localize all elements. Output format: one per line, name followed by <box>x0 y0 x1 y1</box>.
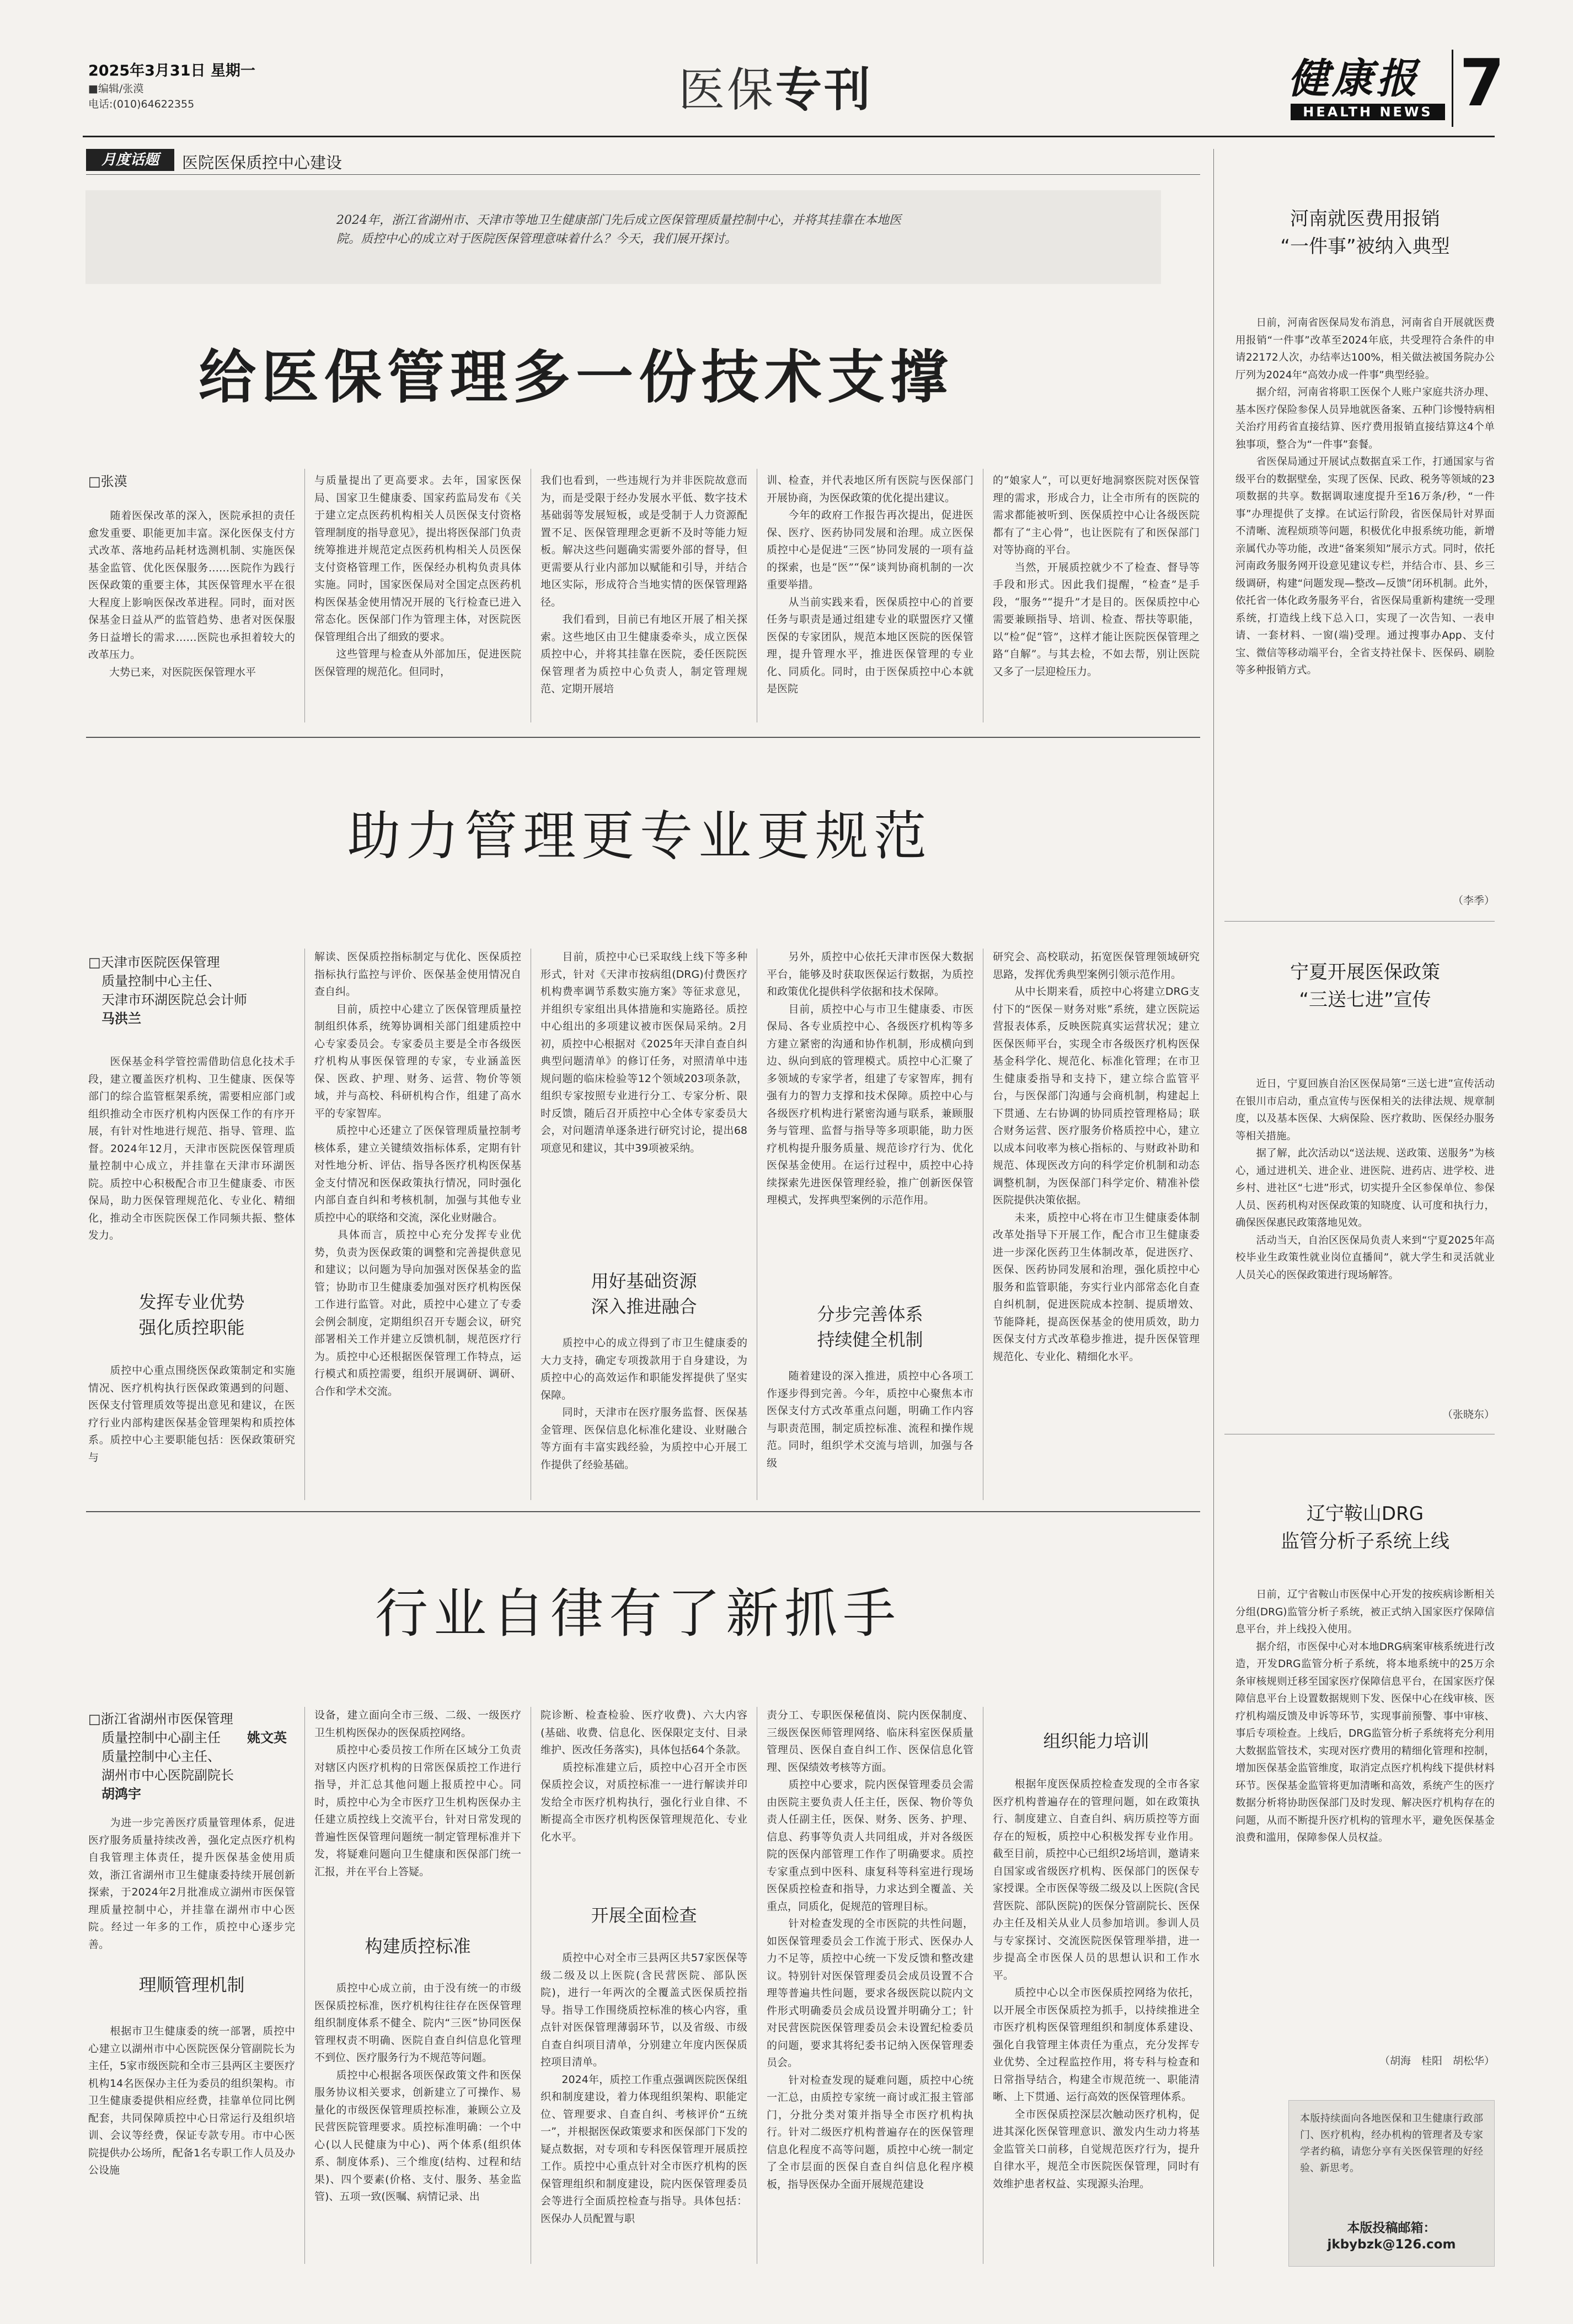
article3-col3a: 院诊断、检查检验、医疗收费)、六大内容(基础、收费、信息化、医保限定支付、目录维护、医改任务落实)，具体包括64个条款。 质控标准建立后，质控中心召开全市医保质控会议，对质控标准一一进行解读并印发给全市医疗机构执行，强化行业自律、不断提高全市医疗机构医保管理规范化、专业化水平。 <box>541 1709 747 1843</box>
article2-author-line: 天津市环湖医院总会计师 <box>88 992 247 1008</box>
topic-intro: 2024年，浙江省湖州市、天津市等地卫生健康部门先后成立医保管理质量控制中心，并将其挂靠在本地医院。质控中心的成立对于医院医保管理意味着什么？今天，我们展开探讨。 <box>336 213 901 246</box>
topic-intro-box <box>85 190 1161 284</box>
subhead-line: 深入推进融合 <box>591 1296 697 1317</box>
article1-col4: 训、检查，并代表地区所有医院与医保部门开展协商，为医保政策的优化提出建议。 今年的政府工作报告再次提出，促进医保、医疗、医药协同发展和治理。成立医保质控中心是促进“三医”协同发展的一项有益的探索，也是“医”“保”谈判协商机制的一次重要举措。 从当前实践来看，医保质控中心的首要任务与职责是通过组建专业的联盟医疗又懂医保的专家团队，规范本地区医院的医保管理，提升管理水平，推进医保管理的专业化、同质化。同时，由于医保质控中心本就是医院 <box>767 474 973 695</box>
subhead-line: 强化质控职能 <box>138 1317 245 1338</box>
side3-title <box>1241 1500 1489 1555</box>
article3-col5: 根据年度医保质控检查发现的全市各家医疗机构普遍存在的管理问题，如在政策执行、制度建立、自查自纠、病历质控等方面存在的短板，质控中心积极发挥专业作用。截至目前，质控中心已组织2场培训，邀请来自国家或省级医疗机构、医保部门的医保专家授课。全市医保等级二级及以上医院(含民营医院、部队医院)的医保分管副院长、医保办主任及相关从业人员参加培训。参训人员与专家探讨、交流医院医保管理举措，进一步提高全市医保人员的思想认识和工作水平。 质控中心以全市医保质控网络为依托，以开展全市医保质控为抓手，以持续推进全市医疗机构医保管理组织和制度体系建设、强化自我管理主体责任为重点，充分发挥专业优势、全过程监控作用，将专科与检查和日常指导结合，构建全市规范统一、职能清晰、上下贯通、运行高效的医保管理体系。 全市医保质控深层次触动医疗机构，促进其深化医保管理意识、激发内生动力将基金监管关口前移，自觉规范医疗行为，提升自律水平，规范全市医院医保管理，同时有效维护患者权益、实现源头治理。 <box>993 1778 1200 2190</box>
article1-headline: 给医保管理多一份技术支撑 <box>199 344 954 411</box>
article1-col1: 随着医保改革的深入，医院承担的责任愈发重要、职能更加丰富。深化医保支付方式改革、落地药品耗材选测机制、实施医保基金监管、优化医保服务……医院作为践行医保政策的重要主体，其医保管理水平在很大程度上影响医保改革进程。同时，面对医保基金日益从严的监管趋势、患者对医保服务日益增长的需求……医院也承担着较大的改革压力。 大势已来，对医院医保管理水平 <box>88 510 295 678</box>
side3-body: 日前，辽宁省鞍山市医保中心开发的按疾病诊断相关分组(DRG)监管分析子系统，被正式纳入国家医疗保障信息平台，并上线投入使用。 据介绍，市医保中心对本地DRG病案审核系统进行改造，开发DRG监管分析子系统，将本地系统中的25万余条审核规则迁移至国家医疗保障信息平台，在国家医疗保障信息平台上设置数据规则下发、医保中心在线审核、医疗机构端反馈及申诉等环节，实现事前预警、事中审核、事后专项检查。上线后，DRG监管分析子系统将充分利用大数据监管技术，实现对医疗费用的精细化管理和控制，增加医保基金监管维度，取消定点医疗机构线下提供材料环节。医保基金监管将更加清晰和高效，系统产生的医疗数据分析将协助医保部门及时发现、解决医疗机构存在的问题，从而不断提升医疗机构的管理水平，避免医保基金浪费和滥用，保障参保人员权益。 <box>1235 1589 1495 1844</box>
article3-subhead-4: 组织能力培训 <box>1043 1731 1149 1752</box>
contribute-email-label: 本版投稿邮箱： <box>1347 2221 1436 2235</box>
article3-col2a: 设备，建立面向全市三级、二级、一级医疗卫生机构医保办的医保质控网络。 质控中心委员按工作所在区域分工负责对辖区内医疗机构的日常医保质控工作进行指导，并汇总其他问题上报质控中心。同时，质控中心为全市医疗卫生机构医保办主任建立质控线上交流平台，针对日常发现的普遍性医保管理问题统一制定管理标准并下发，将疑难问题向卫生健康和医保部门统一汇报，并在平台上答疑。 <box>314 1709 521 1878</box>
article2-col1b: 质控中心重点围绕医保政策制定和实施情况、医疗机构执行医保政策遇到的问题、医保支付管理质效等提出意见和建议，在医疗行业内部构建医保基金管理架构和质控体系。质控中心主要职能包括：医保政策研究与 <box>88 1364 295 1464</box>
editor-line: ■编辑/张漠 <box>88 83 144 95</box>
article3-author-right: 姚文英 <box>247 1730 287 1745</box>
article3-subhead-1: 理顺管理机制 <box>138 1974 245 1995</box>
side-title-line: “三送七进”宣传 <box>1299 989 1431 1011</box>
side-title-line: 辽宁鞍山DRG <box>1306 1503 1424 1525</box>
subhead-line: 用好基础资源 <box>591 1271 697 1292</box>
paper-logo: 健康报 <box>1288 55 1420 103</box>
side-title-line: “一件事”被纳入典型 <box>1280 235 1450 258</box>
article3-author-line: □浙江省湖州市医保管理 <box>88 1711 233 1727</box>
subhead-line: 持续健全机制 <box>817 1329 923 1350</box>
article2-col4a: 另外，质控中心依托天津市医保大数据平台，能够及时获取医保运行数据，为质控和政策优化提供科学依据和技术保障。 目前，质控中心与市卫生健康委、市医保局、各专业质控中心、各级医疗机构等多方建立紧密的沟通和协作机制，形成横向到边、纵向到底的管理模式。质控中心汇聚了多领域的专家学者，组建了专家智库，拥有强有力的智力支撑和技术保障。质控中心与各级医疗机构进行紧密沟通与联系，兼顾服务与管理、监督与指导等多项职能，助力医疗机构提升服务质量、规范诊疗行为、优化医保基金使用。在运行过程中，质控中心持续探索先进医保管理经验，推广创新医保管理模式，发挥典型案例的示范作用。 <box>767 951 973 1206</box>
article3-author-line: 胡鸿宇 <box>88 1786 141 1802</box>
side1-title <box>1241 205 1489 260</box>
side-title-line: 河南就医费用报销 <box>1290 208 1440 230</box>
article3-author <box>88 1710 287 1803</box>
article3-col1b: 根据市卫生健康委的统一部署，质控中心建立以湖州市中心医院医保分管副院长为主任，5家市级医院和全市三县两区主要医疗机构14名医保办主任为委员的组织架构。市卫生健康委提供相应经费，挂靠单位同比例配套，共同保障质控中心日常运行及组织培训、会议等经费，保证专款专用。市中心医院提供办公场所，配备1名专职工作人员及办公设施 <box>88 2025 295 2176</box>
subhead-line: 发挥专业优势 <box>138 1292 245 1313</box>
side-title-line: 宁夏开展医保政策 <box>1290 961 1440 983</box>
article2-author-line: 马洪兰 <box>88 1011 141 1026</box>
side1-body: 日前，河南省医保局发布消息，河南省自开展就医费用报销“一件事”改革至2024年底，共受理符合条件的申请22172人次，办结率达100%，相关做法被国务院办公厅列为2024年“高效办成一件事”典型经验。 据介绍，河南省将职工医保个人账户家庭共济办理、基本医疗保险参保人员异地就医备案、五种门诊慢特病相关治疗用药省直接结算、医疗费用报销直接结算这4个单独事项，整合为“一件事”套餐。 省医保局通过开展试点数据直采工作，打通国家与省级平台的数据壁垒，实现了医保、民政、税务等领域的23项数据的共享。数据调取速度提升至16万条/秒，“一件事”办理提供了支撑。在试运行阶段，省医保局针对界面不清晰、流程烦琐等问题，积极优化申报系统功能，新增亲属代办等功能，改进“备案须知”展示方式。同时，依托河南政务服务网开设意见建议专栏，并结合市、县、乡三级调研，构建“问题发现—整改—反馈”闭环机制。此外，依托省一体化政务服务平台，省医保局重新构建统一受理系统，打造线上线下总入口，实现了一次告知、一表申请、一套材料、一窗(端)受理。通过搜事办App、支付宝、微信等移动端平台，全省支持社保卡、医保码、刷脸等多种报销方式。 <box>1235 317 1495 676</box>
topic-title: 医院医保质控中心建设 <box>182 153 343 172</box>
masthead <box>0 0 1573 138</box>
contribute-text: 本版持续面向各地医保和卫生健康行政部门、医疗机构，经办机构的管理者及专家学者约稿，请您分享有关医保管理的好经验、新思考。 <box>1300 2113 1483 2174</box>
article2-col3a: 目前，质控中心已采取线上线下等多种形式，针对《天津市按病组(DRG)付费医疗机构费率调节系数实施方案》等征求意见，并组织专家组出具体措施和实施路径。质控中心组出的多项建议被市医保局采纳。2月初，质控中心根据对《2025年天津自查自纠典型问题清单》的修订任务，对照清单中违规问题的临床检验等12个领域203项条款，组织专家按照专业进行分工、专家分析、限时反馈，随后召开质控中心全体专家委员大会，对问题清单逐条进行研究讨论，提出68项意见和建议，其中39项被采纳。 <box>541 951 747 1154</box>
article3-author-line: 质量控制中心副主任 <box>88 1730 221 1745</box>
side2-body: 近日，宁夏回族自治区医保局第“三送七进”宣传活动在银川市启动，重点宣传与医保相关的法律法规、规章制度，以及基本医保、大病保险、医疗救助、医保经办服务等相关措施。 据了解，此次活动以“送法规、送政策、送服务”为核心，通过进机关、进企业、进医院、进药店、进学校、进乡村、进社区“七进”形式，切实提升全区参保单位、参保人员、医药机构对医保政策的知晓度、认可度和执行力，确保医保惠民政策落地见效。 活动当天，自治区医保局负责人来到“宁夏2025年高校毕业生政策性就业岗位直播间”，就大学生和灵活就业人员关心的医保政策进行现场解答。 <box>1235 1078 1495 1281</box>
article2-author-line: 质量控制中心主任、 <box>88 973 221 989</box>
section-title-a: 医保 <box>678 63 776 117</box>
contribute-email[interactable]: jkbybzk@126.com <box>1327 2237 1456 2252</box>
side-title-line: 监管分析子系统上线 <box>1281 1530 1449 1552</box>
article3-subhead-2: 构建质控标准 <box>365 1936 471 1957</box>
side1-credit: （李季） <box>1452 895 1495 907</box>
subhead-line: 分步完善体系 <box>817 1304 923 1325</box>
article2-col4b: 随着建设的深入推进，质控中心各项工作逐步得到完善。今年，质控中心聚焦本市医保支付方式改革重点问题，明确工作内容与职责范围，制定质控标准、流程和操作规范。同时，组织学术交流与培训，加强与各级 <box>767 1370 973 1469</box>
topic-tag: 月度话题 <box>86 149 174 171</box>
article3-headline: 行业自律有了新抓手 <box>375 1583 901 1645</box>
article2-headline: 助力管理更专业更规范 <box>347 805 932 867</box>
article2-col3b: 质控中心的成立得到了市卫生健康委的大力支持，确定专项拨款用于自身建设，为质控中心的高效运作和职能发挥提供了坚实保障。 同时，天津市在医疗服务监督、医保基金管理、医保信息化标准化建设、业财融合等方面有丰富实践经验，为质控中心开展工作提供了经验基础。 <box>541 1337 747 1471</box>
article3-col2b: 质控中心成立前，由于没有统一的市级医保质控标准，医疗机构往往存在医保管理组织制度体系不健全、院内“三医”协同医保管理权责不明确、医院自查自纠信息化管理不到位、医疗服务行为不规范等问题。 质控中心根据各项医保政策文件和医保服务协议相关要求，创新建立了可操作、易量化的市级医保管理质控标准，兼顾公立及民营医院管理要求。质控标准明确：一个中心(以人民健康为中心)、两个体系(组织体系、制度体系)、三个维度(结构、过程和结果)、四个要素(价格、支付、服务、基金监管)、五项一致(医嘱、病情记录、出 <box>314 1982 521 2203</box>
contribute-box <box>1288 2100 1495 2267</box>
article3-subhead-3: 开展全面检查 <box>591 1905 697 1926</box>
article1-col2: 与质量提出了更高要求。去年，国家医保局、国家卫生健康委、国家药监局发布《关于建立定点医药机构相关人员医保支付资格管理制度的指导意见》，提出将医保部门负责统筹推进并规范定点医药机构相关人员医保支付资格管理工作，医保经办机构负责具体实施。同时，国家医保局对全国定点医药机构医保基金使用情况开展的飞行检查已进入常态化。医保部门作为管理主体，对医院医保管理组合出了细致的要求。 这些管理与检查从外部加压，促进医院医保管理的规范化。但同时， <box>314 474 521 678</box>
side2-credit: （张晓东） <box>1442 1409 1495 1421</box>
article2-subhead-1 <box>88 1289 295 1340</box>
section-title <box>678 53 873 120</box>
article3-col3b: 质控中心对全市三县两区共57家医保等级二级及以上医院(含民营医院、部队医院)，进行一年两次的全覆盖式医保质控指导。指导工作围绕质控标准的核心内容，重点针对医保管理薄弱环节，以及省级、市级自查自纠项目清单，分别建立年度内医保质控项目清单。 2024年，质控工作重点强调医院医保组织和制度建设，着力体现组织架构、职能定位、管理要求、自查自纠、考核评价“五统一”，并根据医保政策要求和医保部门下发的疑点数据，对专项和专科医保管理开展质控工作。质控中心重点针对全市医疗机构的医保管理组织和制度建设，院内医保管理委员会等进行全面质控检查与指导。具体包括：医保办人员配置与职 <box>541 1952 747 2225</box>
article2-subhead-2 <box>541 1268 747 1319</box>
article1-col3: 我们也看到，一些违规行为并非医院故意而为，而是受限于经办发展水平低、数字技术基础弱等发展短板，或是受制于人力资源配置不足、医保管理理念更新不及时等能力短板。解决这些问题确实需要外部的督导，但更需要从行业内部加以赋能和引导，并结合地区实际，形成符合当地实情的医保管理路径。 我们看到，目前已有地区开展了相关探索。这些地区由卫生健康委牵头，成立医保质控中心，并将其挂靠在医院，委任医院医保管理者为质控中心负责人，制定管理规范、定期开展培 <box>541 474 747 695</box>
phone-line: 电话:(010)64622355 <box>88 98 195 110</box>
article2-col1a: 医保基金科学管控需借助信息化技术手段，建立覆盖医疗机构、卫生健康、医保等部门的综合监管框架系统，需要相应部门或组织推动全市医疗机构内医保工作的有序开展，有针对性地进行规范、指导、管理、监督。2024年12月，天津市医院医保管理质量控制中心成立，并挂靠在天津市环湖医院。质控中心积极配合市卫生健康委、市医保局，助力医保管理规范化、专业化、精细化，推动全市医院医保工作同频共振、整体发力。 <box>88 1056 295 1241</box>
article1-col5: 的“娘家人”，可以更好地洞察医院对医保管理的需求，形成合力，让全市所有的医院的需求都能被听到、医保质控中心让各级医院都有了“主心骨”，也让医院有了和医保部门对等协商的平台。 当然，开展质控就少不了检查、督导等手段和形式。因此我们提醒，“检查”是手段，“服务”“提升”才是目的。医保质控中心需要兼顾指导、培训、检查、帮扶等职能，以“检”促“管”，这样才能让医院医保管理之路“自解”。与其去检，不如去帮，别让医院又多了一层迎检压力。 <box>993 474 1200 678</box>
article3-col1a: 为进一步完善医疗质量管理体系，促进医疗服务质量持续改善，强化定点医疗机构自我管理主体责任，提升医保基金使用质效，浙江省湖州市卫生健康委持续开展创新探索，于2024年2月批准成立湖州市医保管理质量控制中心，并挂靠在湖州市中心医院。经过一年多的工作，质控中心逐步完善。 <box>88 1817 295 1951</box>
article2-author <box>88 953 309 1028</box>
article3-author-line: 质量控制中心主任、 <box>88 1749 221 1764</box>
article2-col5: 研究会、高校联动，拓宽医保管理领域研究思路，发挥优秀典型案例引领示范作用。 从中长期来看，质控中心将建立DRG支付下的“医保－财务对账”系统，建立医院运营报表体系，反映医院真实运营状况；建立医保医师平台，实现全市各级医疗机构医保基金科学化、规范化、标准化管理；在市卫生健康委指导和支持下，建立综合监管平台，与医保部门沟通与会商机制，构建起上下贯通、左右协调的协同质控管理格局；联合财务运营、医疗服务价格质控中心，建立以成本问收率为核心指标的、与财政补助和规范、体现医改方向的科学定价机制和动态调整机制，为医保部门科学定价、精准补偿医院提供决策依据。 未来，质控中心将在市卫生健康委体制改革处指导下开展工作，配合市卫生健康委进一步深化医药卫生体制改革，促进医疗、医保、医药协同发展和治理，强化质控中心服务和监管职能，夯实行业内部常态化自查自纠机制，促进医院成本控制、提质增效、节能降耗，提高医保基金的使用质效，助力医保支付方式改革稳步推进，提升医保管理规范化、专业化、精细化水平。 <box>993 951 1200 1363</box>
article3-col4a: 责分工、专职医保秘值岗、院内医保制度、三级医保医师管理网络、临床科室医保质量管理员、医保自查自纠工作、医保信息化管理、医保绩效考核等方面。 质控中心要求，院内医保管理委员会需由医院主要负责人任主任，医保、物价等负责人任副主任，医保、财务、医务、护理、信息、药事等负责人共同组成，并对各级医院的医保内部管理工作作了明确要求。质控专家重点到中医科、康复科等科室进行现场医保质控检查和指导，力求达到全覆盖、关重点，同质化，促规范的管理目标。 针对检查发现的全市医院的共性问题，如医保管理委员会工作流于形式、医保办人力不足等，质控中心统一下发反馈和整改建议。特别针对医保管理委员会成员设置不合理等普遍共性问题，要求各级医院以院内文件形式明确委员会成员设置并明确分工；针对民营医院医保管理委员会未设置纪检委员的问题，要求其将纪委书记纳入医保管理委员会。 针对检查发现的疑难问题，质控中心统一汇总，由质控专家统一商讨或汇报主管部门，分批分类对策并指导全市医疗机构执行。针对二级医疗机构普遍存在的医保管理信息化程度不高等问题，质控中心统一制定了全市层面的医保自查自纠信息化程序模板，指导医保办全面开展规范建设 <box>767 1709 973 2191</box>
side2-title <box>1241 958 1489 1014</box>
article2-author-line: □天津市医院医保管理 <box>88 955 220 970</box>
article2-col2: 解读、医保质控指标制定与优化、医保质控指标执行监控与评价、医保基金使用情况自查自纠。 目前，质控中心建立了医保管理质量控制组织体系，统筹协调相关部门组建质控中心专家委员会。专家委员主要是全市各级医疗机构从事医保管理的专家，专业涵盖医保、医政、护理、财务、运营、物价等领域，并与高校、科研机构合作，组建了高水平的专家智库。 质控中心还建立了医保管理质量控制考核体系，建立关键绩效指标体系，定期有针对性地分析、评估、指导各医疗机构医保基金支付情况和医保政策执行情况，同时强化内部自查自纠和考核机制，加强与其他专业质控中心的联络和交流，深化业财融合。 具体而言，质控中心充分发挥专业优势，负责为医保政策的调整和完善提供意见和建议；以问题为导向加强对医保基金的监管；协助市卫生健康委加强对医疗机构医保工作进行监管。对此，质控中心建立了专委会例会制度，定期组织召开专题会议，研究部署相关工作并建立反馈机制，规范医疗行为。质控中心还根据医保管理工作特点，运行模式和质控需要，组织开展调研、调研、合作和学术交流。 <box>314 951 521 1397</box>
article3-author-line: 湖州市中心医院副院长 <box>88 1768 234 1783</box>
issue-date: 2025年3月31日 星期一 <box>88 62 255 79</box>
page-number: 7 <box>1459 45 1505 121</box>
article1-author: □张漠 <box>88 474 127 489</box>
article2-subhead-3 <box>767 1302 973 1352</box>
section-title-b: 专刊 <box>775 63 873 117</box>
side3-credit: （胡海 桂阳 胡松华） <box>1379 2055 1495 2067</box>
paper-en: HEALTH NEWS <box>1291 104 1445 120</box>
